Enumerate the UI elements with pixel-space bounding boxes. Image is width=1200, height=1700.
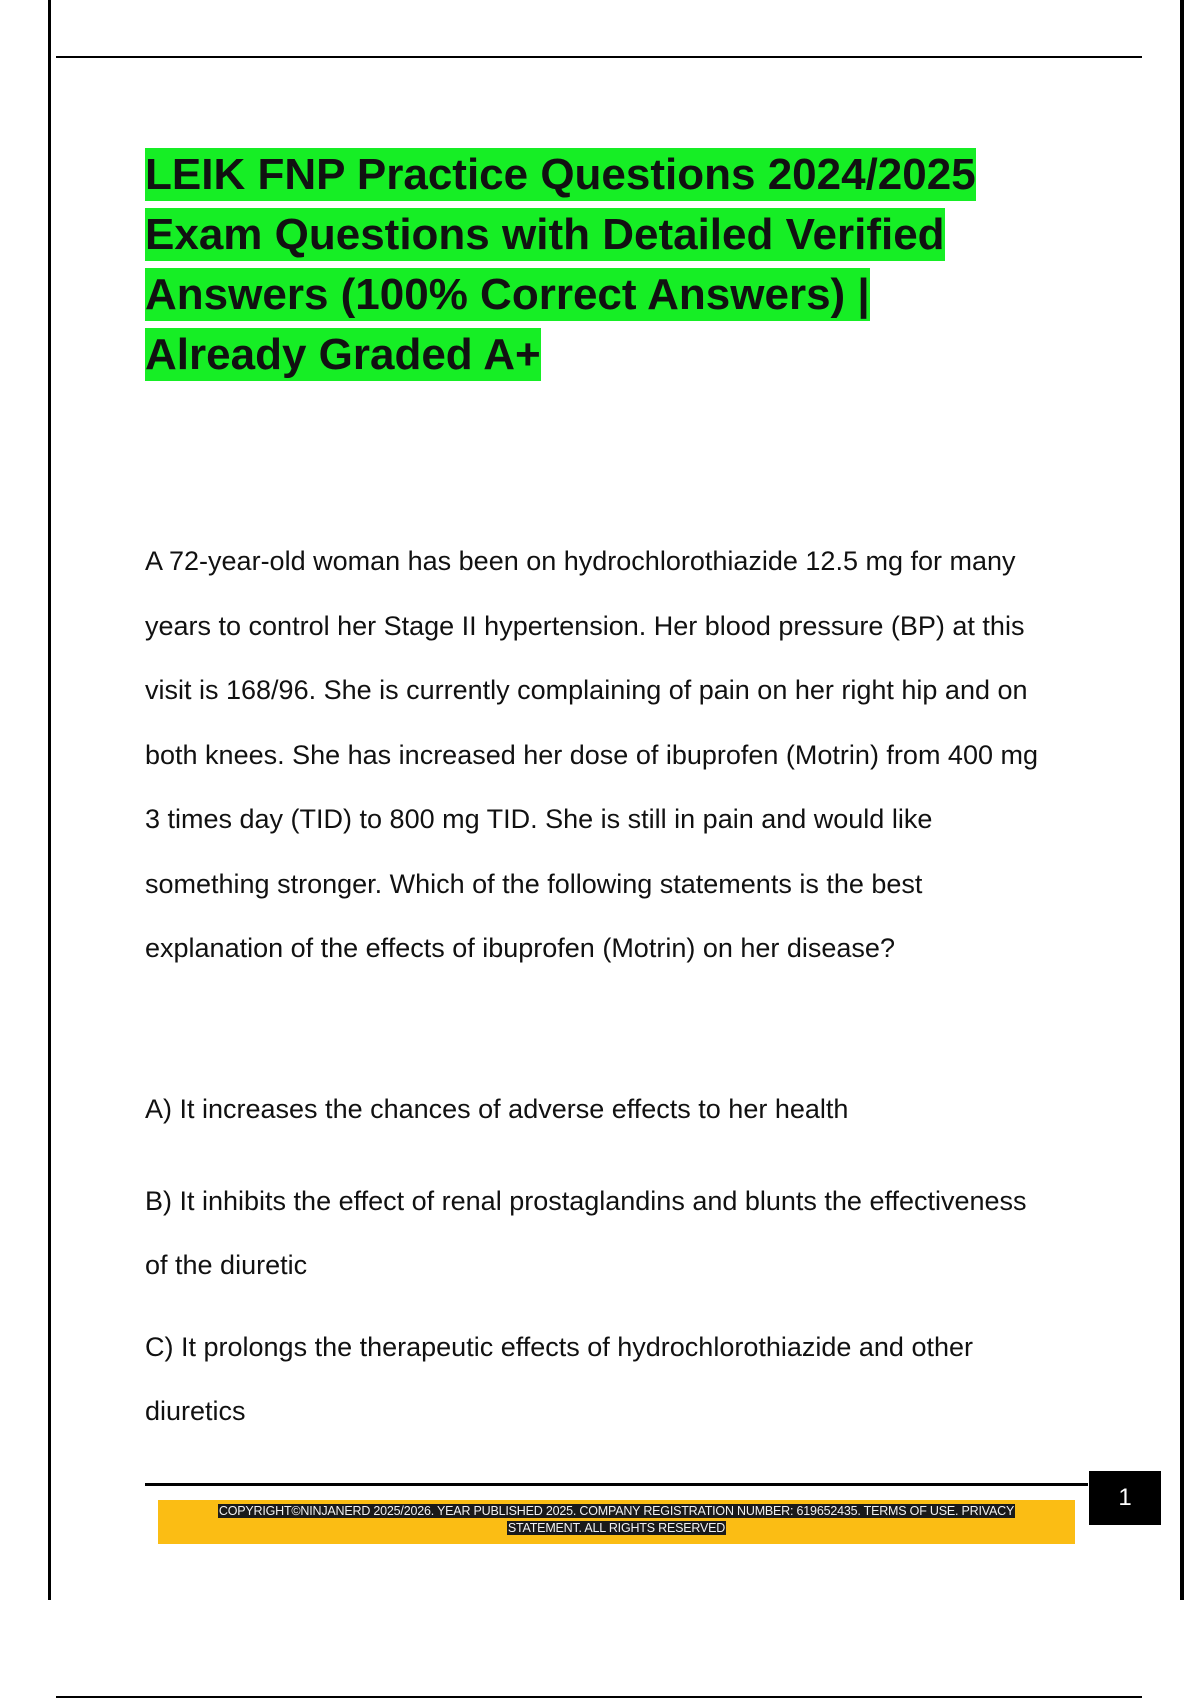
question-line: A 72-year-old woman has been on hydrochlorothiazide 12.5 mg for many [145,546,1016,576]
option-line: diuretics [145,1396,246,1426]
title-line: LEIK FNP Practice Questions 2024/2025 [145,150,976,199]
question-text [145,529,1095,981]
question-line: explanation of the effects of ibuprofen (Motrin) on her disease? [145,933,895,963]
question-line: something stronger. Which of the following statements is the best [145,868,923,899]
question-line: visit is 168/96. She is currently complaining of pain on her right hip and on [145,675,1028,705]
answer-option-a [145,1090,1095,1128]
page-left-border [48,0,51,1600]
question-line: 3 times day (TID) to 800 mg TID. She is still in pain and would like [145,804,933,834]
footer-rule [145,1483,1088,1486]
page-bottom-rule [56,1696,1142,1698]
title-line: Answers (100% Correct Answers) | [145,270,870,319]
option-line: C) It prolongs the therapeutic effects of hydrochlorothiazide and other [145,1332,973,1362]
question-line: both knees. She has increased her dose of ibuprofen (Motrin) from 400 mg [145,739,1038,770]
copyright-text: COPYRIGHT©NINJANERD 2025/2026. YEAR PUBLISHED 2025. COMPANY REGISTRATION NUMBER: 619652435. TERMS OF USE. PRIVACY [218,1504,1015,1518]
question-line: years to control her Stage II hypertension. Her blood pressure (BP) at this [145,610,1025,641]
copyright-bar [158,1500,1075,1544]
header-rule [56,56,1142,58]
page-right-border [1180,0,1184,1600]
option-line: A) It increases the chances of adverse effects to her health [145,1094,849,1124]
answer-option-b [145,1169,1095,1297]
title-line: Already Graded A+ [145,330,541,379]
option-line: B) It inhibits the effect of renal prostaglandins and blunts the effectiveness [145,1186,1027,1216]
answer-option-c [145,1315,1095,1443]
page-number: 1 [1089,1471,1161,1525]
option-line: of the diuretic [145,1250,308,1280]
copyright-text: STATEMENT. ALL RIGHTS RESERVED [507,1521,726,1535]
title-line: Exam Questions with Detailed Verified [145,210,945,259]
document-title [145,145,1075,385]
